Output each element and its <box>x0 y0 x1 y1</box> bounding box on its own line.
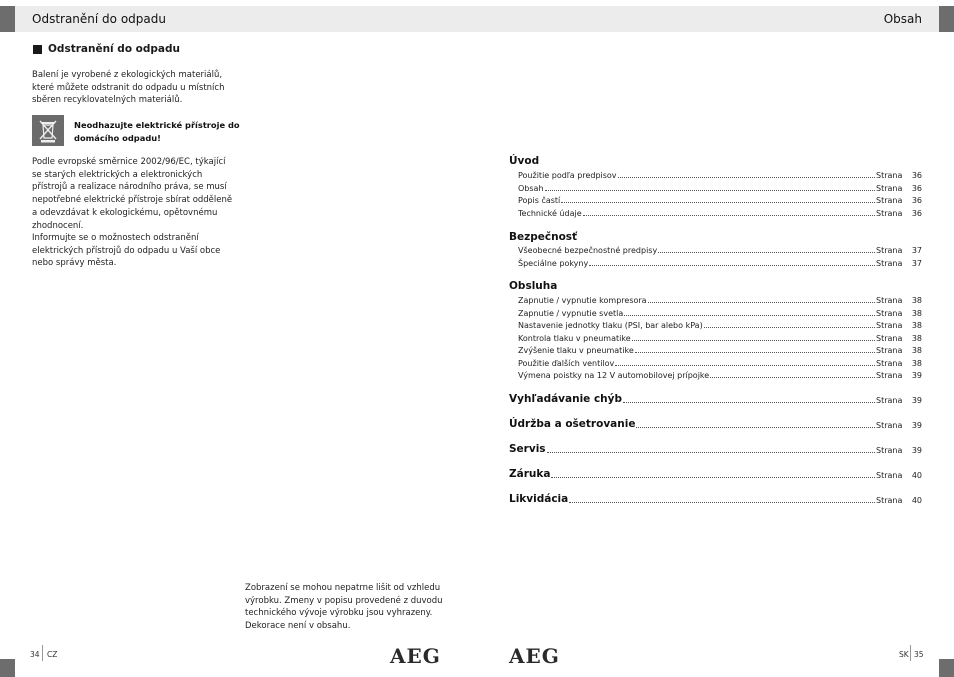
toc-main-entry[interactable] <box>509 417 922 430</box>
toc-leader <box>623 402 875 403</box>
toc-leader <box>704 327 875 328</box>
toc-leader <box>618 177 875 178</box>
toc-leader <box>635 352 875 353</box>
toc-item-label: Technické údaje <box>518 209 582 218</box>
toc-main-label: Servis <box>509 443 546 455</box>
toc-main-label: Údržba a ošetrovanie <box>509 418 636 430</box>
toc-group-bezpecnost: Bezpečnosť <box>509 231 578 243</box>
corner-tab-bottom-right <box>939 659 954 677</box>
toc-leader <box>547 452 875 453</box>
toc-leader <box>636 427 875 428</box>
toc-strana: Strana <box>876 184 903 193</box>
toc-leader <box>545 190 875 191</box>
toc-leader <box>589 265 875 266</box>
toc-strana: Strana <box>876 471 903 480</box>
right-page-title: Obsah <box>883 12 922 26</box>
toc-main-label: Likvidácia <box>509 493 569 505</box>
toc-strana: Strana <box>876 209 903 218</box>
toc-row[interactable] <box>518 294 922 305</box>
toc-leader <box>569 502 875 503</box>
toc-leader <box>632 340 875 341</box>
toc-strana: Strana <box>876 346 903 355</box>
toc-strana: Strana <box>876 296 903 305</box>
toc-leader <box>710 377 875 378</box>
packaging-paragraph: Balení je vyrobené z ekologických materiálů, které můžete odstranit do odpadu u místních sběren recyklovatelných materiálů. <box>32 70 225 106</box>
toc-item-label: Zvýšenie tlaku v pneumatike <box>518 346 634 355</box>
toc-page-number: 38 <box>911 309 922 318</box>
toc-item-label: Výmena poistky na 12 V automobilovej prípojke <box>518 371 710 380</box>
toc-item-label: Popis častí <box>518 196 561 205</box>
disposal-info-paragraph: Informujte se o možnostech odstranění elektrických přístrojů do odpadu u Vaší obce nebo správy města. <box>32 233 221 269</box>
toc-item-label: Zapnutie / vypnutie kompresora <box>518 296 647 305</box>
crossed-bin-icon <box>32 115 64 146</box>
section-heading <box>33 43 180 55</box>
toc-strana: Strana <box>876 396 903 405</box>
toc-page-number: 38 <box>911 359 922 368</box>
toc-group-uvod: Úvod <box>509 155 540 167</box>
toc-row[interactable] <box>518 319 922 330</box>
toc-row[interactable] <box>518 169 922 180</box>
toc-leader <box>648 302 875 303</box>
aeg-logo-left: AEG <box>390 644 441 668</box>
toc-strana: Strana <box>876 259 903 268</box>
toc-page-number: 39 <box>911 446 922 455</box>
corner-tab-top-left <box>0 6 15 32</box>
aeg-logo-right: AEG <box>509 644 560 668</box>
toc-row[interactable] <box>518 307 922 318</box>
toc-row[interactable] <box>518 357 922 368</box>
toc-strana: Strana <box>876 334 903 343</box>
toc-page-number: 36 <box>911 184 922 193</box>
toc-page-number: 39 <box>911 396 922 405</box>
right-page-lang: SK <box>899 650 909 659</box>
toc-page-number: 36 <box>911 209 922 218</box>
toc-main-label: Vyhľadávanie chýb <box>509 393 623 405</box>
toc-item-label: Použitie ďalších ventilov <box>518 359 615 368</box>
toc-row[interactable] <box>518 344 922 355</box>
toc-main-entry[interactable] <box>509 492 922 505</box>
left-page-header <box>15 6 477 32</box>
toc-leader <box>583 215 875 216</box>
toc-leader <box>658 252 875 253</box>
toc-item-label: Všeobecné bezpečnostné predpisy <box>518 246 658 255</box>
toc-strana: Strana <box>876 496 903 505</box>
toc-item-label: Obsah <box>518 184 544 193</box>
toc-page-number: 39 <box>911 371 922 380</box>
toc-strana: Strana <box>876 421 903 430</box>
toc-strana: Strana <box>876 246 903 255</box>
warning-text: Neodhazujte elektrické přístroje do domácího odpadu! <box>74 120 240 143</box>
toc-page-number: 40 <box>911 496 922 505</box>
toc-item-label: Nastavenie jednotky tlaku (PSI, bar alebo kPa) <box>518 321 703 330</box>
section-heading-text: Odstranění do odpadu <box>48 43 181 55</box>
toc-leader <box>624 315 875 316</box>
toc-page-number: 38 <box>911 321 922 330</box>
toc-page-number: 38 <box>911 296 922 305</box>
toc-page-number: 37 <box>911 259 922 268</box>
toc-row[interactable] <box>518 207 922 218</box>
left-page-title: Odstranění do odpadu <box>32 12 166 26</box>
toc-row[interactable] <box>518 332 922 343</box>
toc-row[interactable] <box>518 369 922 380</box>
toc-item-label: Kontrola tlaku v pneumatike <box>518 334 631 343</box>
toc-strana: Strana <box>876 196 903 205</box>
toc-main-entry[interactable] <box>509 442 922 455</box>
toc-page-number: 38 <box>911 334 922 343</box>
toc-page-number: 39 <box>911 421 922 430</box>
toc-page-number: 36 <box>911 196 922 205</box>
toc-strana: Strana <box>876 446 903 455</box>
toc-strana: Strana <box>876 359 903 368</box>
left-page-lang: CZ <box>47 650 58 659</box>
toc-page-number: 38 <box>911 346 922 355</box>
corner-tab-top-right <box>939 6 954 32</box>
left-footer-separator <box>42 645 43 661</box>
toc-main-entry[interactable] <box>509 467 922 480</box>
toc-strana: Strana <box>876 371 903 380</box>
toc-item-label: Zapnutie / vypnutie svetla <box>518 309 624 318</box>
toc-strana: Strana <box>876 309 903 318</box>
toc-group-obsluha: Obsluha <box>509 280 558 292</box>
toc-row[interactable] <box>518 244 922 255</box>
toc-leader <box>615 365 875 366</box>
toc-page-number: 36 <box>911 171 922 180</box>
toc-leader <box>551 477 875 478</box>
toc-row[interactable] <box>518 257 922 268</box>
right-page-number: 35 <box>914 650 924 659</box>
toc-item-label: Špeciálne pokyny <box>518 259 589 268</box>
toc-page-number: 37 <box>911 246 922 255</box>
directive-paragraph: Podle evropské směrnice 2002/96/EC, týkající se starých elektrických a elektronických přístrojů a realizace národního práva, se musí nepotřebné elektrické přístroje sbírat odděleně a odevzdávat k ekologickému, opětovnému zhodnocení. <box>32 157 233 231</box>
bullet-square-icon <box>33 45 42 54</box>
toc-strana: Strana <box>876 321 903 330</box>
left-page-number: 34 <box>30 650 40 659</box>
toc-row[interactable] <box>518 182 922 193</box>
right-page-header <box>477 6 939 32</box>
toc-item-label: Použitie podľa predpisov <box>518 171 617 180</box>
toc-main-label: Záruka <box>509 468 551 480</box>
right-footer-separator <box>910 645 911 661</box>
toc-page-number: 40 <box>911 471 922 480</box>
disclaimer-text: Zobrazení se mohou nepatrne lišit od vzhledu výrobku. Zmeny v popisu provedené z duvodu technického vývoje výrobku jsou vyhrazeny. Dekorace není v obsahu. <box>245 583 443 631</box>
toc-strana: Strana <box>876 171 903 180</box>
toc-main-entry[interactable] <box>509 392 922 405</box>
toc-leader <box>561 202 875 203</box>
toc-row[interactable] <box>518 194 922 205</box>
corner-tab-bottom-left <box>0 659 15 677</box>
